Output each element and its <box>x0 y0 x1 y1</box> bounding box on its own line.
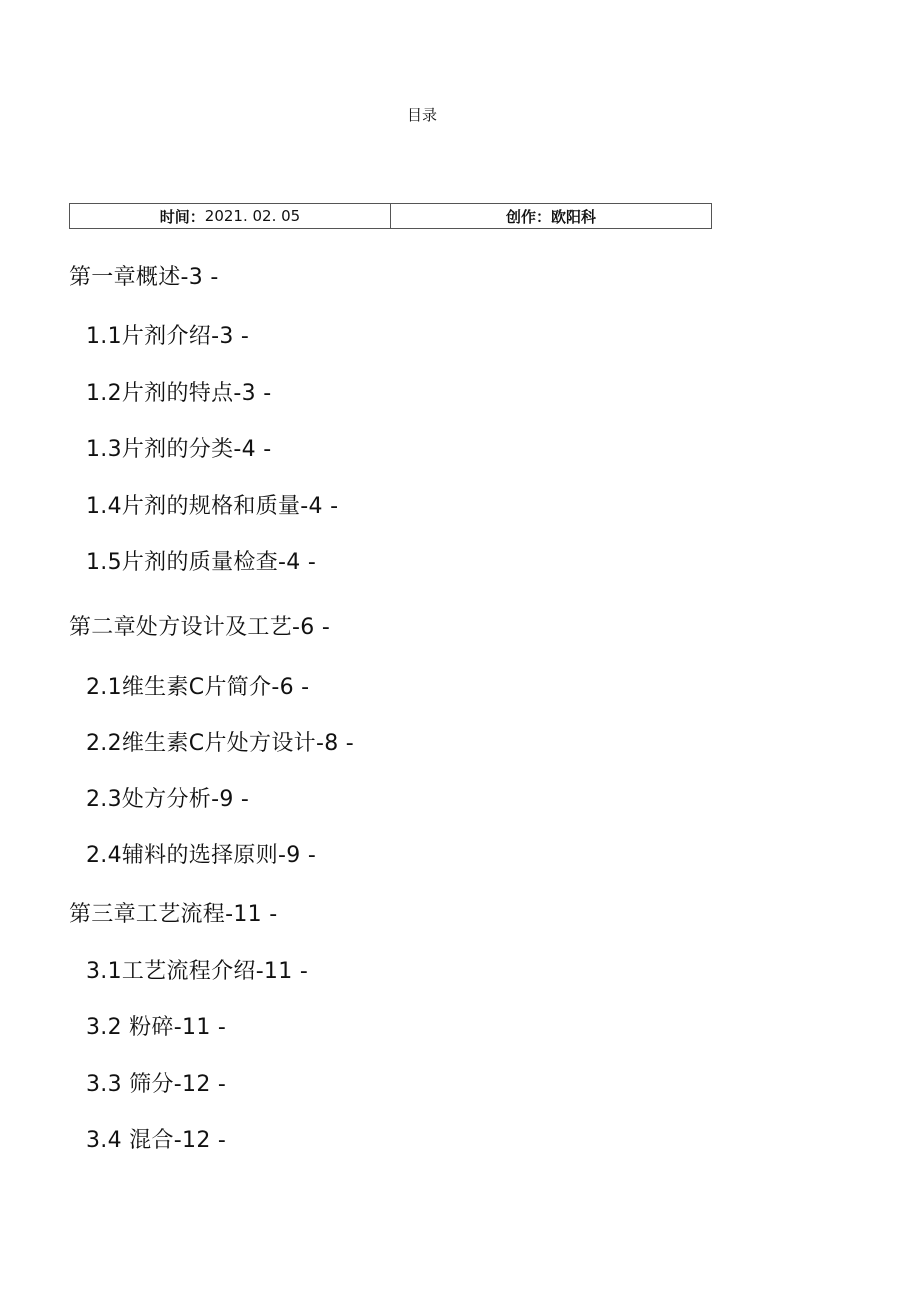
meta-time-label: 时间： <box>159 207 205 226</box>
toc-section[interactable]: 1.2片剂的特点-3 - <box>86 381 272 406</box>
toc-section[interactable]: 3.2 粉碎-11 - <box>86 1015 227 1040</box>
meta-author-value: 欧阳科 <box>551 207 597 226</box>
toc-section[interactable]: 1.1片剂介绍-3 - <box>86 324 250 349</box>
toc-section[interactable]: 2.3处方分析-9 - <box>86 787 250 812</box>
meta-time-cell <box>70 204 390 228</box>
toc-chapter[interactable]: 第三章工艺流程-11 - <box>69 902 278 927</box>
meta-time-value: 2021. 02. 05 <box>204 207 301 225</box>
meta-author-label: 创作： <box>505 207 551 226</box>
toc-section[interactable]: 3.3 筛分-12 - <box>86 1072 227 1097</box>
toc-section[interactable]: 1.5片剂的质量检查-4 - <box>86 550 317 575</box>
toc-section[interactable]: 2.4辅料的选择原则-9 - <box>86 843 317 868</box>
toc-section[interactable]: 2.2维生素C片处方设计-8 - <box>86 731 355 756</box>
toc-chapter[interactable]: 第二章处方设计及工艺-6 - <box>69 615 331 640</box>
toc-section[interactable]: 1.3片剂的分类-4 - <box>86 437 272 462</box>
meta-table <box>69 203 712 229</box>
toc-section[interactable]: 2.1维生素C片简介-6 - <box>86 675 310 700</box>
toc-section[interactable]: 3.1工艺流程介绍-11 - <box>86 959 309 984</box>
meta-author-cell <box>390 204 711 228</box>
toc-section[interactable]: 3.4 混合-12 - <box>86 1128 227 1153</box>
toc-chapter[interactable]: 第一章概述-3 - <box>69 265 219 290</box>
toc-heading: 目录 <box>406 106 437 124</box>
toc-section[interactable]: 1.4片剂的规格和质量-4 - <box>86 494 339 519</box>
